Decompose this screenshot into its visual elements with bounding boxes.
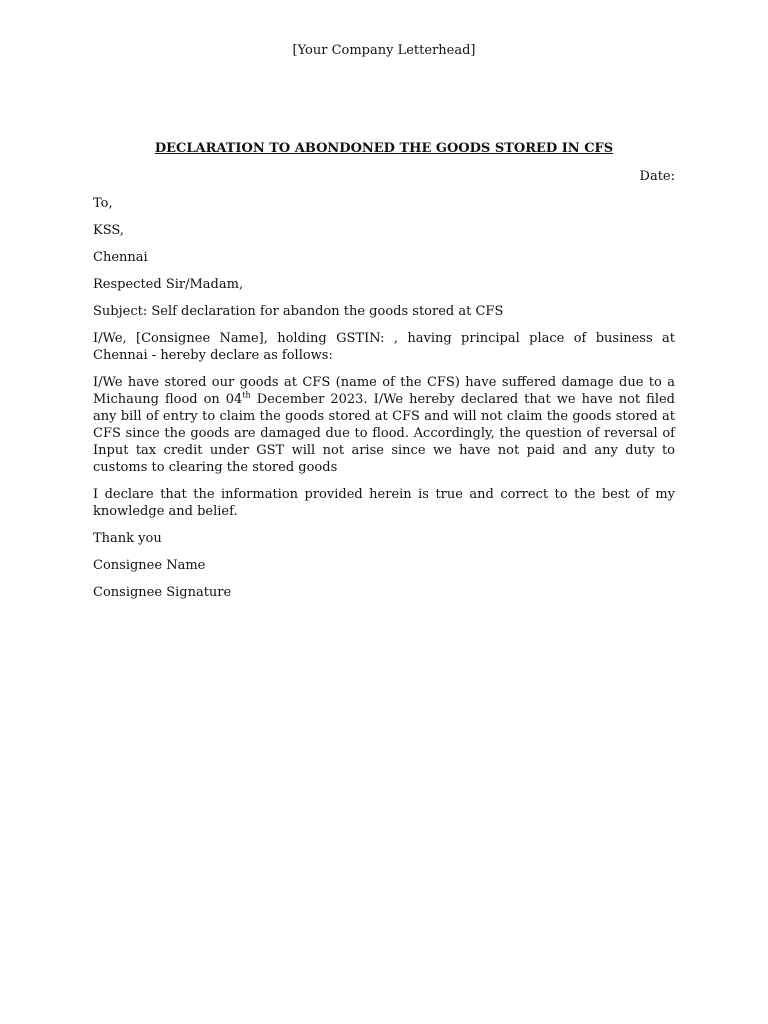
document-title: DECLARATION TO ABONDONED THE GOODS STORED IN CFS [154, 141, 614, 156]
consignee-signature: Consignee Signature [93, 585, 232, 600]
main-paragraph-part-2: December 2023. I/We hereby declared that we have not filed any bill of entry to claim the goods stored at CFS and will not claim the goods stored at CFS since the goods are damaged due to flood. Accordingly, the question of reversal of Input tax credit under GST will not arise since we have not paid and any duty to customs to clearing the stored goods [93, 392, 675, 475]
intro-paragraph: I/We, [Consignee Name], holding GSTIN: , having principal place of business at Chennai - hereby declare as follows: [93, 331, 675, 363]
closing-line: Thank you [93, 531, 162, 546]
letter-body [93, 168, 675, 601]
ordinal-suffix: th [242, 390, 251, 400]
address-line-1: KSS, [93, 223, 124, 238]
letterhead: [Your Company Letterhead] [292, 43, 476, 58]
main-paragraph [93, 374, 675, 476]
address-line-2: Chennai [93, 250, 148, 265]
declaration-paragraph: I declare that the information provided herein is true and correct to the best of my knowledge and belief. [93, 487, 675, 519]
consignee-name: Consignee Name [93, 558, 206, 573]
main-paragraph-part-1: I/We have stored our goods at CFS (name of the CFS) have suffered damage due to a Michaung flood on 04 [93, 375, 675, 407]
subject-line: Subject: Self declaration for abandon the goods stored at CFS [93, 304, 504, 319]
date-label: Date: [639, 169, 675, 184]
salutation: Respected Sir/Madam, [93, 277, 244, 292]
address-to: To, [93, 196, 113, 211]
